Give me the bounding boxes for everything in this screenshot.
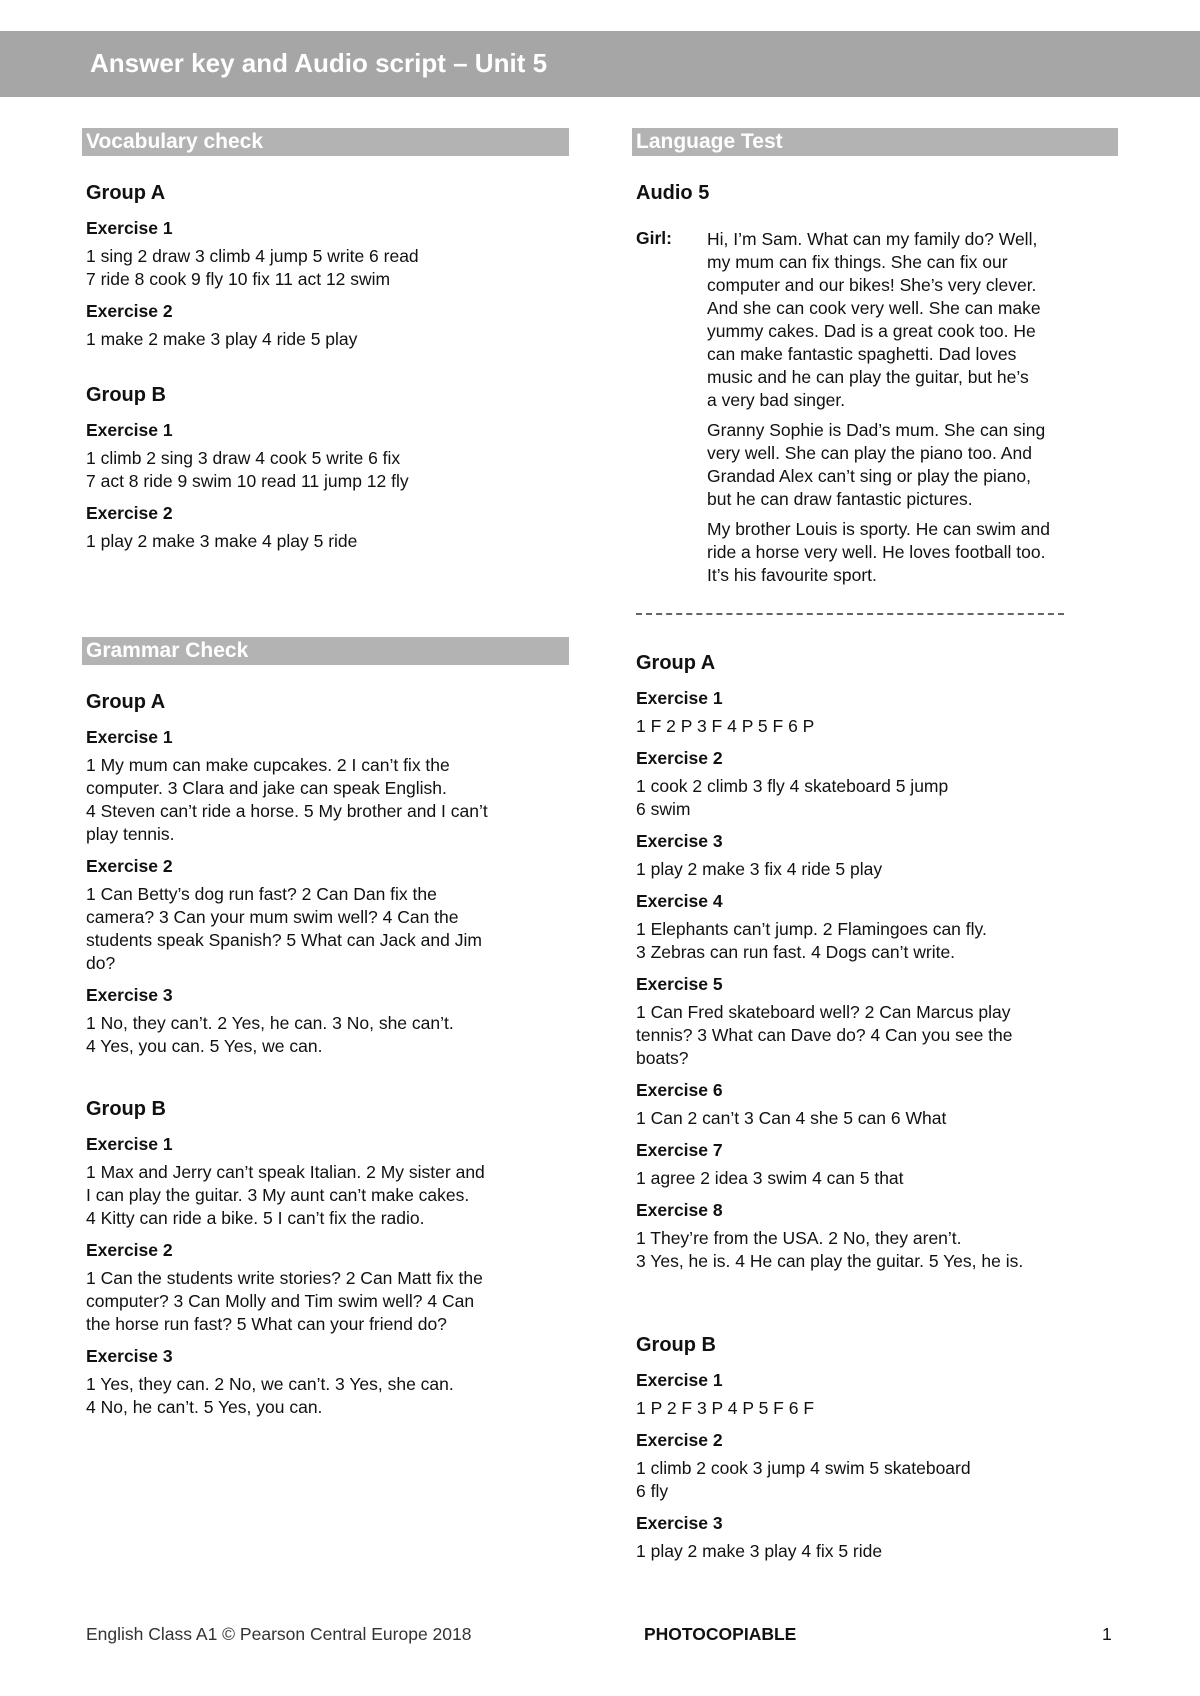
answer-line: 1 Can Fred skateboard well? 2 Can Marcus play <box>636 1002 1011 1022</box>
exercise-title: Exercise 1 <box>86 420 173 440</box>
exercise-answers <box>636 1457 1120 1503</box>
exercise-answers <box>86 245 572 291</box>
answer-line: 3 Zebras can run fast. 4 Dogs can’t write. <box>636 942 956 962</box>
exercise-title: Exercise 8 <box>636 1200 723 1220</box>
exercise-answers <box>86 1267 572 1336</box>
transcript-line: music and he can play the guitar, but he’s <box>707 367 1029 387</box>
answer-line: 4 No, he can’t. 5 Yes, you can. <box>86 1397 323 1417</box>
answer-line: the horse run fast? 5 What can your friend do? <box>86 1314 447 1334</box>
transcript-line: ride a horse very well. He loves football too. <box>707 542 1046 562</box>
transcript-line: Granny Sophie is Dad’s mum. She can sing <box>707 420 1046 440</box>
exercise-answers <box>86 754 572 846</box>
answer-line: 4 Kitty can ride a bike. 5 I can’t fix the radio. <box>86 1208 425 1228</box>
exercise-answers <box>636 858 1120 881</box>
transcript-line: computer and our bikes! She’s very clever. <box>707 275 1037 295</box>
answer-line: boats? <box>636 1048 689 1068</box>
exercise-answers <box>636 1107 1120 1130</box>
group-title: Group A <box>86 182 166 204</box>
transcript-line: my mum can fix things. She can fix our <box>707 252 1008 272</box>
exercise-title: Exercise 5 <box>636 974 723 994</box>
transcript-line: My brother Louis is sporty. He can swim and <box>707 519 1051 539</box>
answer-line: 1 climb 2 cook 3 jump 4 swim 5 skateboard <box>636 1458 971 1478</box>
exercise-answers <box>86 1161 572 1230</box>
vocab-group-b <box>86 384 572 563</box>
answer-line: 4 Yes, you can. 5 Yes, we can. <box>86 1036 323 1056</box>
footer-copyright: English Class A1 © Pearson Central Europe 2018 <box>86 1624 472 1644</box>
answer-line: 3 Yes, he is. 4 He can play the guitar. 5 Yes, he is. <box>636 1251 1024 1271</box>
answer-line: students speak Spanish? 5 What can Jack and Jim <box>86 930 482 950</box>
answer-line: I can play the guitar. 3 My aunt can’t make cakes. <box>86 1185 470 1205</box>
vocab-group-a <box>86 182 572 361</box>
exercise-answers <box>636 918 1120 964</box>
exercise-title: Exercise 1 <box>636 1370 723 1390</box>
answer-line: 1 Can the students write stories? 2 Can Matt fix the <box>86 1268 483 1288</box>
group-title: Group B <box>86 1098 166 1120</box>
exercise-title: Exercise 1 <box>86 218 173 238</box>
exercise-title: Exercise 2 <box>86 856 173 876</box>
answer-line: 1 cook 2 climb 3 fly 4 skateboard 5 jump <box>636 776 949 796</box>
answer-line: 1 agree 2 idea 3 swim 4 can 5 that <box>636 1168 904 1188</box>
answer-line: 1 P 2 F 3 P 4 P 5 F 6 F <box>636 1398 815 1418</box>
answer-line: play tennis. <box>86 824 175 844</box>
answer-line: 1 Elephants can’t jump. 2 Flamingoes can fly. <box>636 919 987 939</box>
page-number: 1 <box>1102 1624 1112 1644</box>
answer-line: 1 They’re from the USA. 2 No, they aren’t. <box>636 1228 962 1248</box>
section-bar-vocabulary <box>82 128 569 156</box>
answer-line: 4 Steven can’t ride a horse. 5 My brother and I can’t <box>86 801 488 821</box>
exercise-answers <box>636 1167 1120 1190</box>
answer-line: 1 sing 2 draw 3 climb 4 jump 5 write 6 read <box>86 246 419 266</box>
answer-line: 1 make 2 make 3 play 4 ride 5 play <box>86 329 358 349</box>
answer-line: camera? 3 Can your mum swim well? 4 Can the <box>86 907 459 927</box>
section-title: Language Test <box>636 130 783 153</box>
exercise-title: Exercise 2 <box>86 503 173 523</box>
answer-line: computer. 3 Clara and jake can speak English. <box>86 778 447 798</box>
exercise-answers <box>636 775 1120 821</box>
answer-line: 1 Max and Jerry can’t speak Italian. 2 My sister and <box>86 1162 485 1182</box>
exercise-title: Exercise 1 <box>86 727 173 747</box>
transcript-line: but he can draw fantastic pictures. <box>707 489 973 509</box>
exercise-answers <box>86 1012 572 1058</box>
answer-line: do? <box>86 953 116 973</box>
section-title: Vocabulary check <box>86 130 264 153</box>
answer-line: 7 act 8 ride 9 swim 10 read 11 jump 12 fly <box>86 471 409 491</box>
exercise-title: Exercise 2 <box>636 748 723 768</box>
group-title: Group A <box>636 652 716 674</box>
footer-photocopiable: PHOTOCOPIABLE <box>644 1624 797 1644</box>
answer-line: tennis? 3 What can Dave do? 4 Can you see the <box>636 1025 1013 1045</box>
answer-line: 6 fly <box>636 1481 669 1501</box>
language-group-a <box>636 652 1120 1283</box>
exercise-title: Exercise 3 <box>636 831 723 851</box>
exercise-answers <box>86 447 572 493</box>
exercise-title: Exercise 2 <box>86 1240 173 1260</box>
group-title: Group A <box>86 691 166 713</box>
group-title: Group B <box>86 384 166 406</box>
exercise-title: Exercise 7 <box>636 1140 723 1160</box>
exercise-title: Exercise 3 <box>86 1346 173 1366</box>
exercise-title: Exercise 1 <box>86 1134 173 1154</box>
language-group-b <box>636 1334 1120 1573</box>
transcript-paragraph <box>707 518 1121 587</box>
exercise-title: Exercise 3 <box>636 1513 723 1533</box>
exercise-title: Exercise 4 <box>636 891 723 911</box>
section-title: Grammar Check <box>86 639 249 662</box>
audio-script <box>636 182 1120 602</box>
section-bar-grammar <box>82 637 569 665</box>
answer-line: 1 play 2 make 3 fix 4 ride 5 play <box>636 859 883 879</box>
transcript-line: very well. She can play the piano too. And <box>707 443 1032 463</box>
answer-line: 7 ride 8 cook 9 fly 10 fix 11 act 12 swim <box>86 269 391 289</box>
page-title: Answer key and Audio script – Unit 5 <box>90 48 548 78</box>
exercise-answers <box>636 1001 1120 1070</box>
transcript-paragraph <box>707 419 1121 511</box>
transcript-line: Hi, I’m Sam. What can my family do? Well, <box>707 229 1038 249</box>
speaker-label: Girl: <box>636 228 672 248</box>
exercise-title: Exercise 6 <box>636 1080 723 1100</box>
group-title: Group B <box>636 1334 716 1356</box>
answer-line: 1 climb 2 sing 3 draw 4 cook 5 write 6 fix <box>86 448 401 468</box>
answer-line: 1 No, they can’t. 2 Yes, he can. 3 No, she can’t. <box>86 1013 454 1033</box>
answer-line: 1 play 2 make 3 make 4 play 5 ride <box>86 531 358 551</box>
answer-line: 1 Yes, they can. 2 No, we can’t. 3 Yes, she can. <box>86 1374 454 1394</box>
exercise-answers <box>636 715 1120 738</box>
transcript-line: Grandad Alex can’t sing or play the piano, <box>707 466 1031 486</box>
audio-title: Audio 5 <box>636 182 710 204</box>
transcript-line: a very bad singer. <box>707 390 846 410</box>
divider <box>636 613 1064 615</box>
grammar-group-b <box>86 1098 572 1429</box>
transcript-line: yummy cakes. Dad is a great cook too. He <box>707 321 1036 341</box>
answer-line: 1 F 2 P 3 F 4 P 5 F 6 P <box>636 716 815 736</box>
answer-line: 1 My mum can make cupcakes. 2 I can’t fix the <box>86 755 450 775</box>
answer-line: 1 Can 2 can’t 3 Can 4 she 5 can 6 What <box>636 1108 947 1128</box>
transcript-line: It’s his favourite sport. <box>707 565 877 585</box>
audio-transcript <box>707 228 1121 594</box>
exercise-title: Exercise 1 <box>636 688 723 708</box>
exercise-answers <box>636 1227 1120 1273</box>
exercise-answers <box>636 1540 1120 1563</box>
transcript-line: can make fantastic spaghetti. Dad loves <box>707 344 1017 364</box>
exercise-title: Exercise 2 <box>636 1430 723 1450</box>
answer-line: 6 swim <box>636 799 691 819</box>
exercise-answers <box>86 1373 572 1419</box>
transcript-paragraph <box>707 228 1121 412</box>
exercise-answers <box>636 1397 1120 1420</box>
exercise-answers <box>86 328 572 351</box>
answer-line: computer? 3 Can Molly and Tim swim well? 4 Can <box>86 1291 475 1311</box>
transcript-line: And she can cook very well. She can make <box>707 298 1041 318</box>
grammar-group-a <box>86 691 572 1068</box>
exercise-title: Exercise 3 <box>86 985 173 1005</box>
answer-line: 1 play 2 make 3 play 4 fix 5 ride <box>636 1541 883 1561</box>
answer-line: 1 Can Betty’s dog run fast? 2 Can Dan fix the <box>86 884 437 904</box>
exercise-answers <box>86 530 572 553</box>
exercise-answers <box>86 883 572 975</box>
exercise-title: Exercise 2 <box>86 301 173 321</box>
section-bar-language-test <box>632 128 1118 156</box>
